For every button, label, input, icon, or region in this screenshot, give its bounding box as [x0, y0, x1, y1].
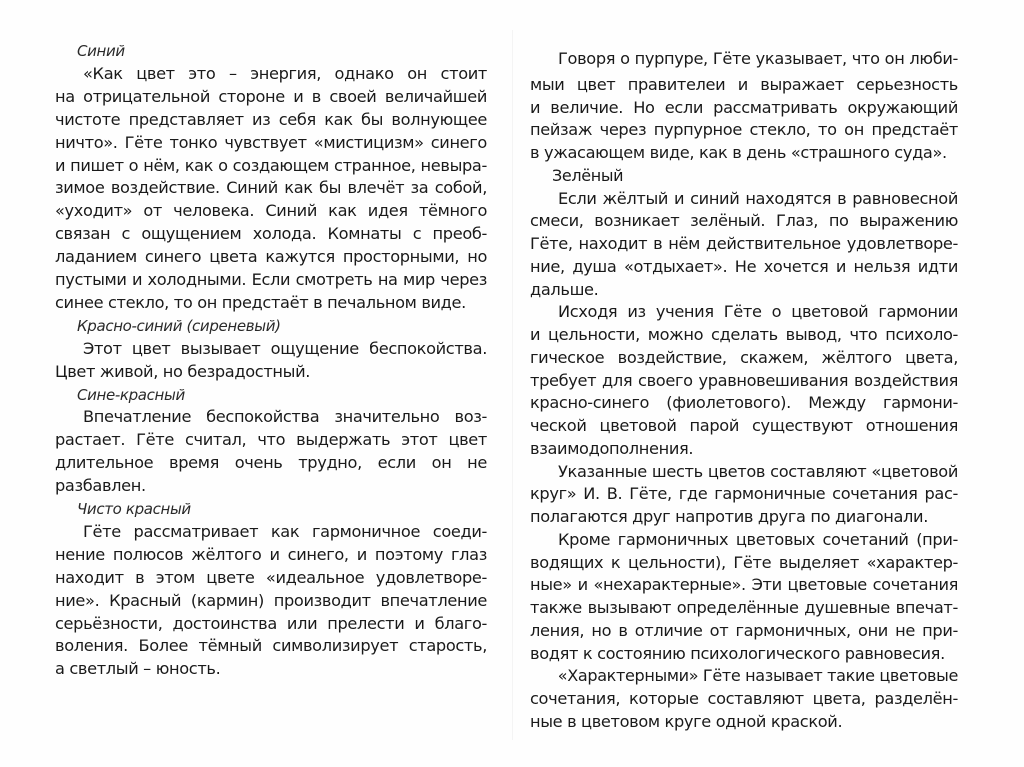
text-line: связан с ощущением холода. Комнаты с преоб-: [55, 224, 487, 244]
text-line: и пишет о нём, как о создающем странное, невыра-: [55, 155, 487, 175]
text-line: находит в этом цвете «идеальное удовлетворе-: [55, 567, 487, 587]
text-line: ние». Красный (кармин) производит впечатление: [55, 590, 487, 610]
text-line: смеси, возникает зелёный. Глаз, по выражению: [530, 211, 958, 231]
section-heading: Чисто красный: [77, 500, 191, 518]
text-line: «Как цвет это – энергия, однако он стоит: [83, 63, 487, 83]
text-line: Этот цвет вызывает ощущение беспокойства.: [83, 338, 487, 358]
text-line: круг» И. В. Гёте, где гармоничные сочетания рас-: [530, 484, 958, 504]
text-line: полагаются друг напротив друга по диагонали.: [530, 507, 929, 526]
text-line: «Характерными» Гёте называет такие цветовые: [557, 666, 958, 686]
text-line: Гёте, находит в нём действительное удовлетворе-: [530, 234, 958, 253]
text-line: водят к состоянию психологического равновесия.: [530, 643, 945, 663]
text-line: в ужасающем виде, как в день «страшного суда».: [530, 143, 947, 162]
text-line: водящих к цельности), Гёте выделяет «характер-: [530, 552, 958, 572]
text-line: сочетания, которые составляют цвета, разделён-: [530, 689, 958, 708]
text-line: ческой цветовой парой существуют отношения: [530, 416, 958, 435]
text-line: Впечатление беспокойства значительно воз-: [83, 407, 487, 427]
text-line: Кроме гармоничных цветовых сочетаний (при-: [558, 529, 958, 549]
text-line: длительное время очень трудно, если он не: [55, 453, 487, 473]
text-line: Если жёлтый и синий находятся в равновесной: [558, 188, 958, 208]
text-line: «уходит» от человека. Синий как идея тёмного: [55, 201, 487, 221]
text-line: чистоте представляет из себя как бы волнующее: [55, 109, 487, 129]
text-line: пейзаж через пурпурное стекло, то он предстаёт: [530, 120, 958, 140]
text-line: зимое воздействие. Синий как бы влечёт за собой,: [55, 178, 487, 198]
text-line: и цельности, можно сделать вывод, что психоло-: [530, 325, 958, 344]
text-line: разбавлен.: [55, 476, 146, 496]
text-line: Цвет живой, но безрадостный.: [55, 361, 311, 381]
text-line: растает. Гёте считал, что выдержать этот цвет: [55, 430, 487, 450]
text-line: ные в цветовом круге одной краской.: [530, 711, 843, 731]
column-gutter: [512, 30, 513, 740]
text-line: мыи цвет правителеи и выражает серьезность: [530, 74, 958, 94]
section-heading: Зелёный: [552, 165, 624, 185]
text-line: синее стекло, то он предстаёт в печальном виде.: [55, 292, 466, 312]
text-line: нение полюсов жёлтого и синего, и поэтому глаз: [55, 544, 487, 564]
text-line: также вызывают определённые душевные впечат-: [530, 598, 958, 617]
text-line: серьёзности, достоинства или прелести и благо-: [55, 613, 487, 633]
text-line: и величие. Но если рассматривать окружающий: [530, 97, 958, 117]
text-line: ные» и «нехарактерные». Эти цветовые сочетания: [530, 575, 958, 595]
section-heading: Красно-синий (сиреневый): [77, 316, 281, 335]
text-line: на отрицательной стороне и в своей величайшей: [55, 86, 487, 106]
text-line: Исходя из учения Гёте о цветовой гармонии: [558, 302, 958, 322]
text-line: гическое воздействие, скажем, жёлтого цвета,: [530, 347, 958, 367]
text-line: а светлый – юность.: [55, 659, 221, 679]
text-line: взаимодополнения.: [530, 438, 694, 458]
text-line: ладанием синего цвета кажутся просторными, но: [55, 247, 487, 267]
text-line: воления. Более тёмный символизирует старость,: [55, 636, 487, 656]
text-line: Гёте рассматривает как гармоничное соеди-: [83, 521, 487, 541]
text-line: пустыми и холодными. Если смотреть на мир через: [55, 270, 487, 289]
text-line: требует для своего уравновешивания воздействия: [530, 370, 958, 390]
text-line: Говоря о пурпуре, Гёте указывает, что он люби-: [558, 49, 958, 68]
text-line: ничто». Гёте тонко чувствует «мистицизм» синего: [55, 132, 487, 152]
text-line: красно-синего (фиолетового). Между гармони-: [530, 393, 958, 413]
text-line: дальше.: [530, 279, 599, 299]
text-line: ления, но в отличие от гармоничных, они не при-: [530, 620, 958, 640]
section-heading: Сине-красный: [77, 385, 185, 404]
text-line: Указанные шесть цветов составляют «цветовой: [558, 461, 958, 481]
text-line: ние, душа «отдыхает». Не хочется и нельзя идти: [530, 256, 958, 276]
section-heading: Синий: [77, 42, 125, 60]
